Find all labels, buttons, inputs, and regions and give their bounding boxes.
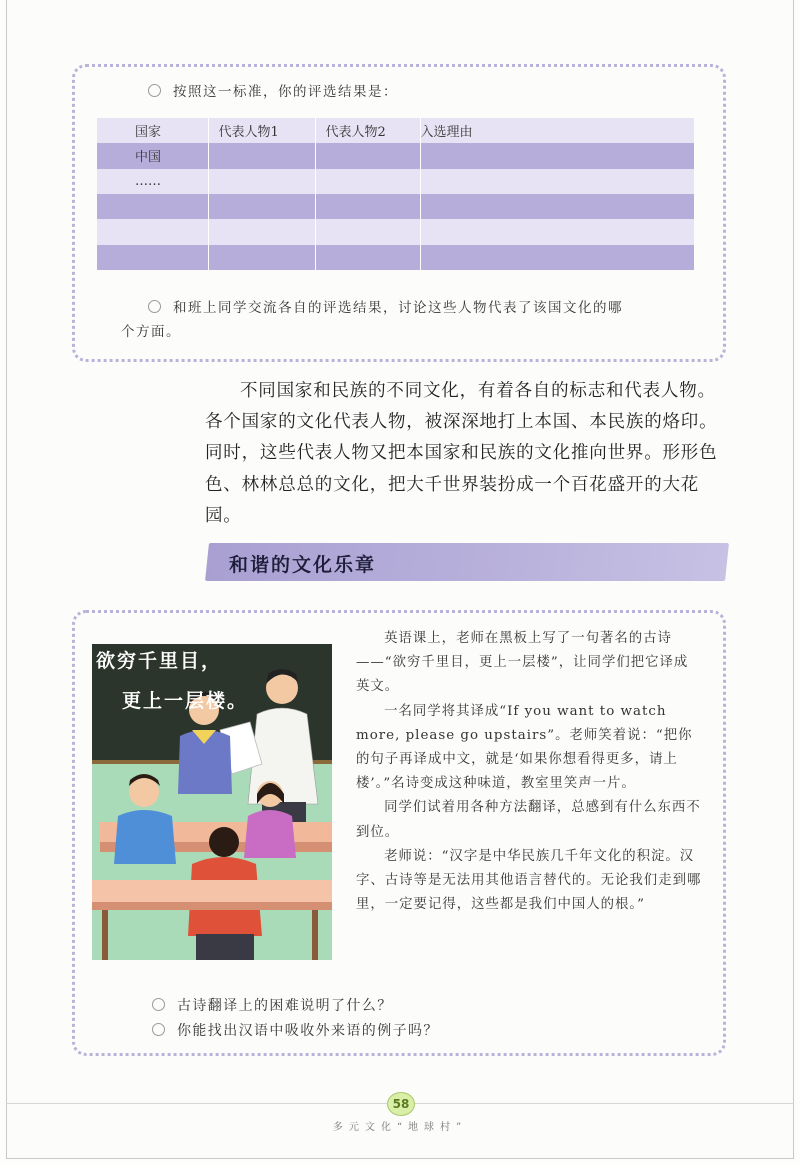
selection-table	[97, 118, 694, 270]
table-cell	[208, 219, 315, 244]
table-row	[97, 219, 694, 244]
table-cell	[420, 245, 694, 270]
table-row	[97, 194, 694, 219]
story-paragraph: 老师说：“汉字是中华民族几千年文化的积淀。汉字、古诗等是无法用其他语言替代的。无论我们走到哪里，一定要记得，这些都是我们中国人的根。”	[356, 848, 702, 913]
blackboard-line-1: 欲穷千里目，	[96, 650, 223, 672]
table-header: 代表人物1	[208, 118, 315, 143]
question-2	[152, 1020, 439, 1040]
table-header: 代表人物2	[315, 118, 420, 143]
page-number-badge: 58	[387, 1092, 415, 1116]
story-paragraph: 同学们试着用各种方法翻译，总感到有什么东西不到位。	[356, 800, 701, 840]
table-cell	[420, 143, 694, 168]
table-header-row	[97, 118, 694, 143]
table-cell	[208, 143, 315, 168]
table-cell	[315, 143, 420, 168]
blackboard-line-2: 更上一层楼。	[122, 690, 249, 712]
table-header: 国家	[97, 118, 208, 143]
footer-title: 多元文化“地球村”	[332, 1122, 468, 1133]
bullet-circle-icon	[148, 300, 161, 313]
selection-prompt	[148, 80, 398, 100]
table-cell	[315, 169, 420, 194]
story-text	[356, 627, 702, 917]
table-cell	[315, 219, 420, 244]
bullet-circle-icon	[148, 84, 161, 97]
table-cell	[420, 219, 694, 244]
question-1	[152, 995, 393, 1015]
table-cell	[97, 245, 208, 270]
table-cell	[420, 194, 694, 219]
table-cell	[97, 194, 208, 219]
main-paragraph	[205, 376, 725, 532]
table-cell	[208, 169, 315, 194]
bullet-circle-icon	[152, 998, 165, 1011]
question-text: 古诗翻译上的困难说明了什么？	[177, 998, 393, 1014]
classroom-illustration	[92, 644, 332, 960]
table-cell	[97, 219, 208, 244]
table-row	[97, 143, 694, 168]
table-cell	[208, 194, 315, 219]
discussion-line-2: 个方面。	[121, 324, 181, 340]
question-text: 你能找出汉语中吸收外来语的例子吗？	[177, 1023, 439, 1039]
table-cell	[208, 245, 315, 270]
story-paragraph: 一名同学将其译成“If you want to watch more, please go upstairs”。老师笑着说：“把你的句子再译成中文，就是‘如果你想看得更多，请上楼’。”名诗变成这种味道，教室里笑声一片。	[356, 703, 693, 792]
bullet-circle-icon	[152, 1023, 165, 1036]
table-cell: 中国	[97, 143, 208, 168]
table-cell	[315, 245, 420, 270]
table-row	[97, 245, 694, 270]
selection-prompt-text: 按照这一标准，你的评选结果是：	[173, 84, 398, 100]
story-paragraph: 英语课上，老师在黑板上写了一句著名的古诗——“欲穷千里目，更上一层楼”，让同学们把它译成英文。	[356, 631, 689, 695]
table-row	[97, 169, 694, 194]
discussion-line-1: 和班上同学交流各自的评选结果，讨论这些人物代表了该国文化的哪	[173, 300, 623, 316]
table-cell	[420, 169, 694, 194]
table-cell	[315, 194, 420, 219]
section-title: 和谐的文化乐章	[229, 554, 377, 576]
table-header: 入选理由	[420, 125, 473, 141]
discussion-prompt	[121, 296, 700, 344]
table-cell: ……	[97, 169, 208, 194]
main-paragraph-text: 不同国家和民族的不同文化，有着各自的标志和代表人物。各个国家的文化代表人物，被深深地打上本国、本民族的烙印。同时，这些代表人物又把本国家和民族的文化推向世界。形形色色、林林总总的文化，把大千世界装扮成一个百花盛开的大花园。	[205, 381, 718, 526]
